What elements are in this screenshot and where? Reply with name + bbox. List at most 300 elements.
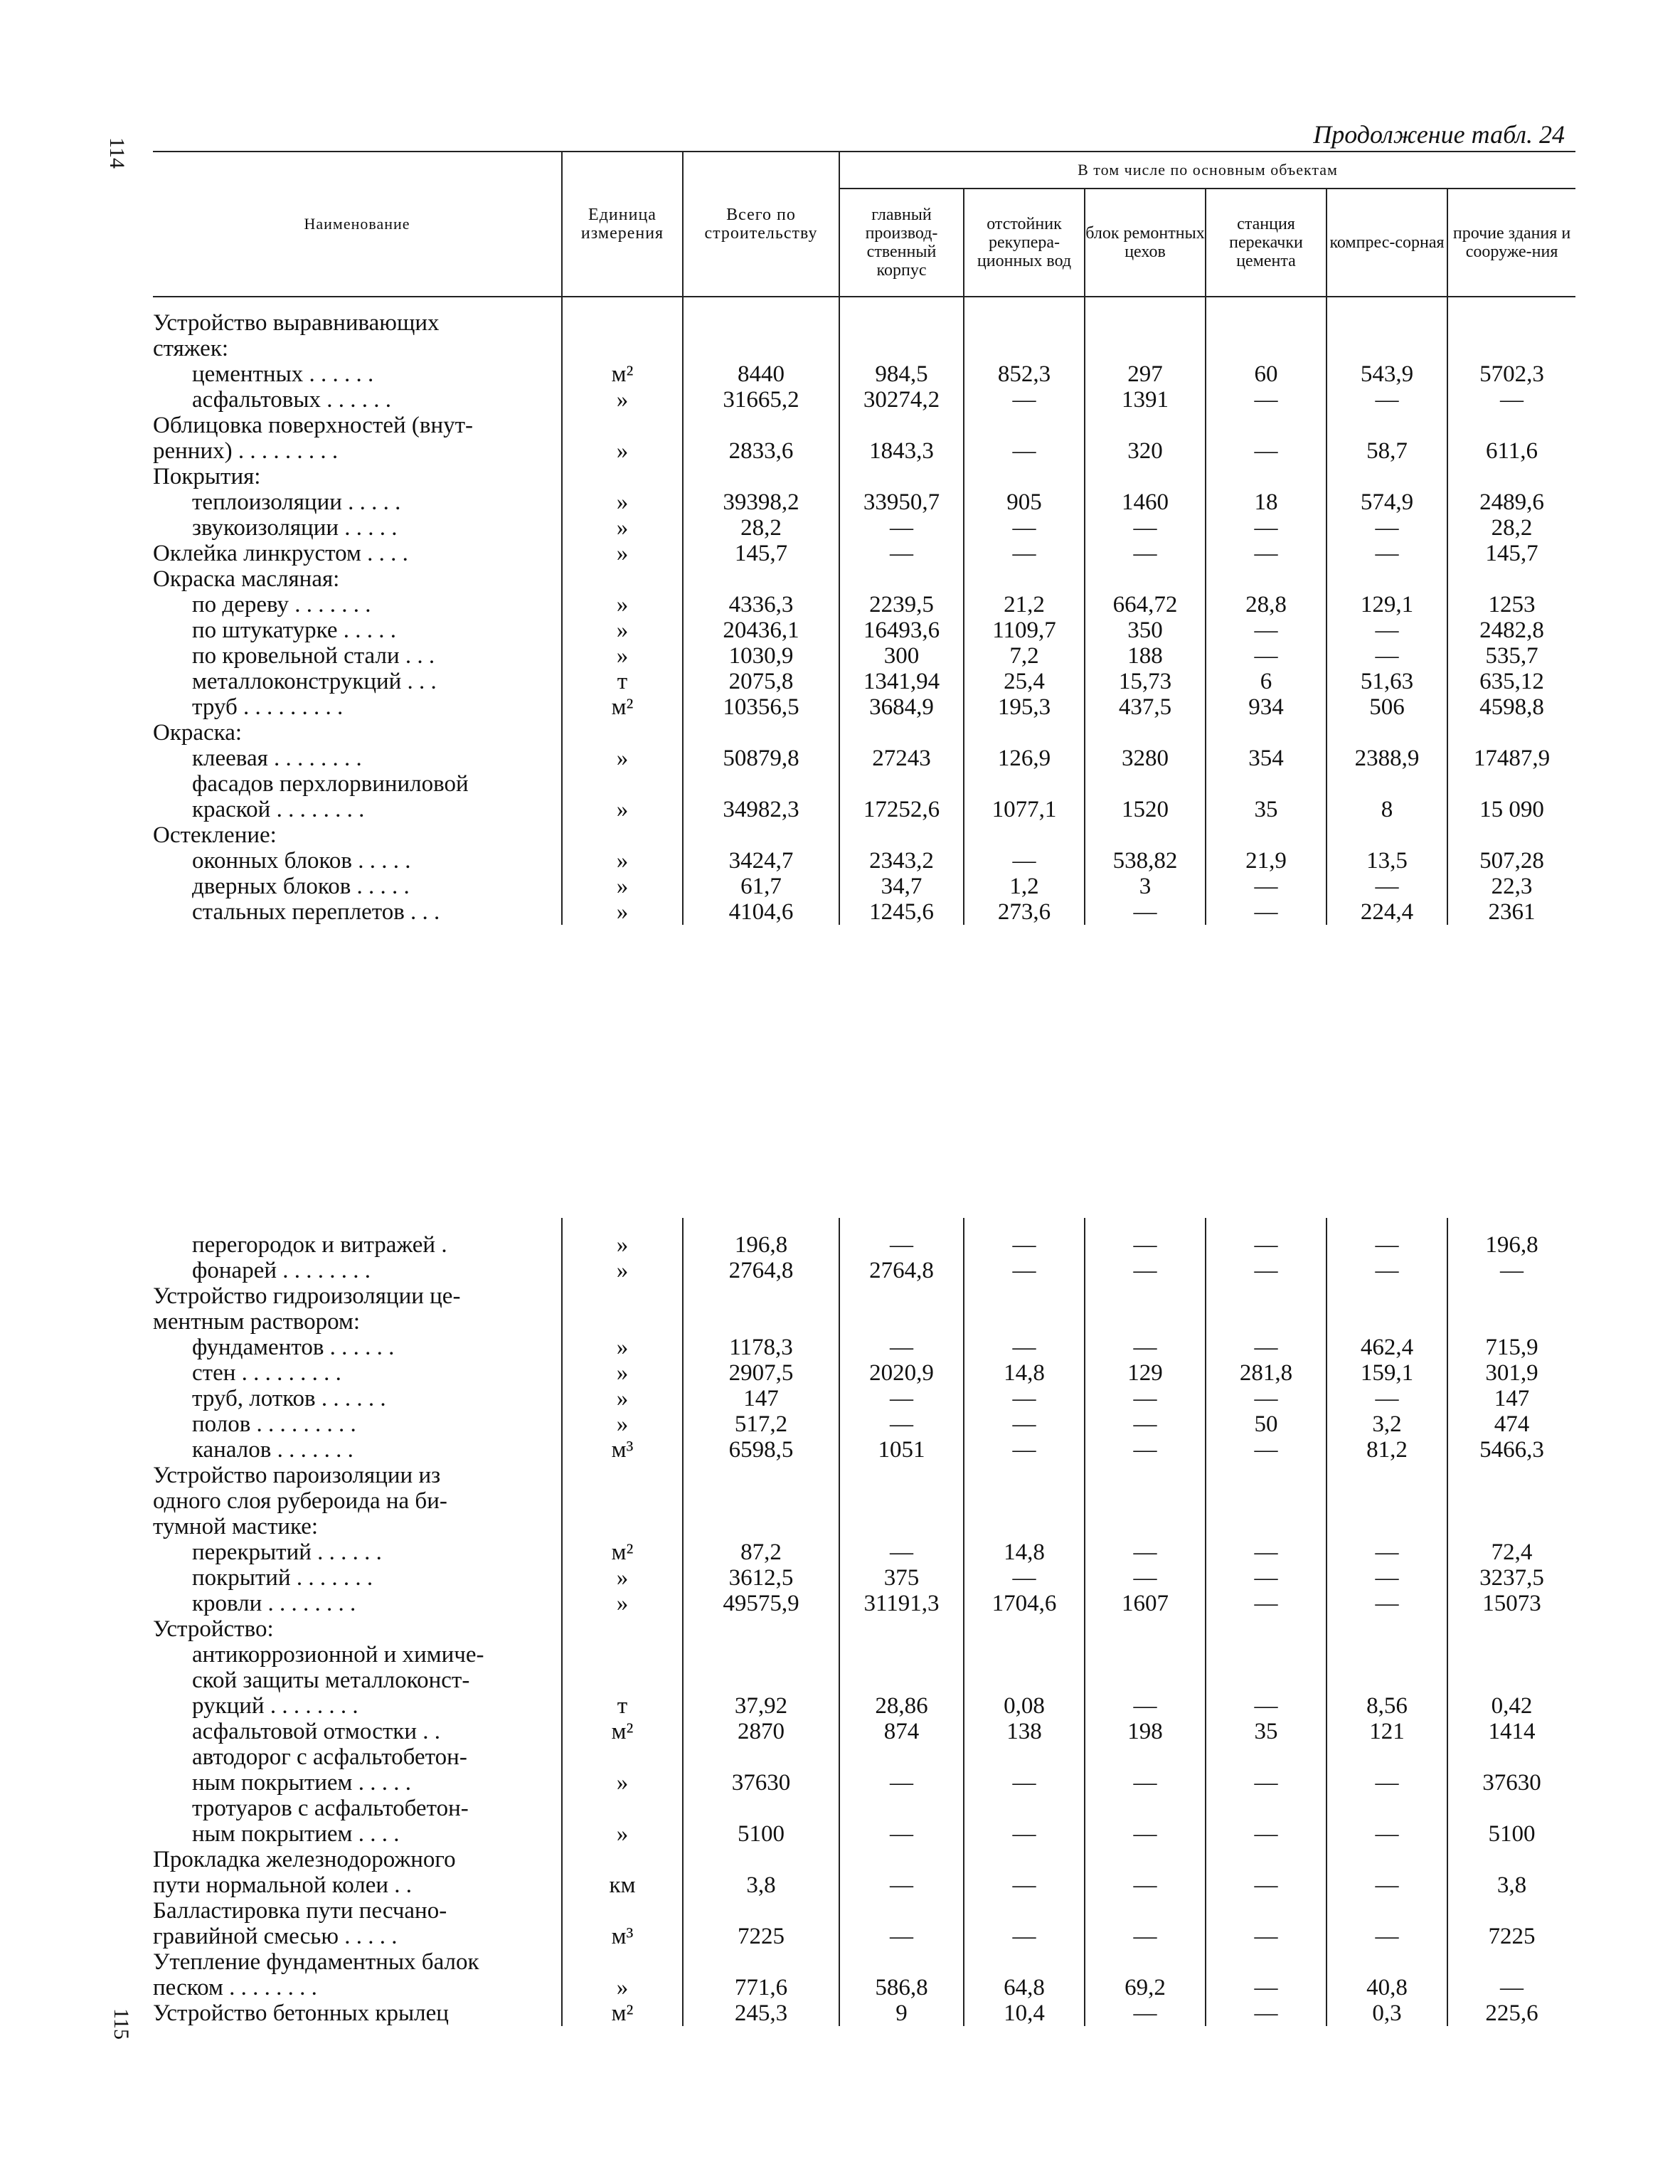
row-unit: » <box>562 438 683 464</box>
row-name: по кровельной стали . . . <box>192 643 435 669</box>
row-value-col-5 <box>1327 336 1447 361</box>
row-unit: » <box>562 899 683 925</box>
row-name: клеевая . . . . . . . . <box>192 746 362 771</box>
row-value-col-3 <box>1085 336 1206 361</box>
row-unit: » <box>562 541 683 566</box>
row-value-col-2: 1077,1 <box>964 797 1085 822</box>
table-row <box>153 1411 1575 1437</box>
row-value-col-1: 586,8 <box>839 1975 964 2000</box>
table-row <box>153 822 1575 848</box>
row-value-col-3 <box>1085 310 1206 336</box>
table-row <box>153 1975 1575 2000</box>
row-value-col-5: — <box>1327 1770 1447 1796</box>
row-value-col-3: 664,72 <box>1085 592 1206 617</box>
row-value-col-6 <box>1447 771 1575 797</box>
row-name: пути нормальной колеи . . <box>153 1872 413 1898</box>
row-total <box>683 771 839 797</box>
row-value-col-5: 40,8 <box>1327 1975 1447 2000</box>
row-name: ской защиты металлоконст- <box>192 1668 470 1693</box>
row-value-col-4 <box>1206 720 1327 746</box>
row-name: Устройство гидроизоляции це- <box>153 1283 461 1309</box>
row-name: фундаментов . . . . . . <box>192 1335 395 1360</box>
table-row <box>153 643 1575 669</box>
row-value-col-3: 1391 <box>1085 387 1206 413</box>
table-row <box>153 1898 1575 1924</box>
row-value-col-3 <box>1085 1668 1206 1693</box>
row-value-col-3 <box>1085 1642 1206 1668</box>
row-unit <box>562 336 683 361</box>
row-name: металлоконструкций . . . <box>192 669 437 694</box>
row-value-col-1: 984,5 <box>839 361 964 387</box>
row-name: полов . . . . . . . . . <box>192 1411 356 1437</box>
row-total <box>683 464 839 489</box>
row-total: 1178,3 <box>683 1335 839 1360</box>
row-value-col-6 <box>1447 1642 1575 1668</box>
row-value-col-6 <box>1447 1309 1575 1335</box>
row-total: 20436,1 <box>683 617 839 643</box>
row-value-col-1 <box>839 1514 964 1539</box>
row-value-col-6 <box>1447 1898 1575 1924</box>
row-value-col-6 <box>1447 1463 1575 1488</box>
row-total: 7225 <box>683 1924 839 1949</box>
row-total: 2764,8 <box>683 1258 839 1283</box>
row-value-col-5 <box>1327 771 1447 797</box>
row-value-col-3 <box>1085 1949 1206 1975</box>
row-name: фонарей . . . . . . . . <box>192 1258 371 1283</box>
row-name: автодорог с асфальтобетон- <box>192 1744 467 1770</box>
row-value-col-4: — <box>1206 1693 1327 1719</box>
row-value-col-2 <box>964 413 1085 438</box>
table-row <box>153 1949 1575 1975</box>
row-value-col-1: 1843,3 <box>839 438 964 464</box>
row-value-col-4: — <box>1206 899 1327 925</box>
row-value-col-1 <box>839 464 964 489</box>
row-value-col-4 <box>1206 336 1327 361</box>
row-value-col-6: 301,9 <box>1447 1360 1575 1386</box>
row-name: Покрытия: <box>153 464 261 489</box>
row-value-col-3 <box>1085 1309 1206 1335</box>
row-value-col-5 <box>1327 1949 1447 1975</box>
table-row <box>153 464 1575 489</box>
row-unit: » <box>562 515 683 541</box>
row-value-col-4: — <box>1206 1258 1327 1283</box>
row-name: труб . . . . . . . . . <box>192 694 344 720</box>
row-value-col-2 <box>964 1796 1085 1821</box>
row-total: 28,2 <box>683 515 839 541</box>
row-total: 771,6 <box>683 1975 839 2000</box>
row-total <box>683 310 839 336</box>
row-value-col-2: — <box>964 1232 1085 1258</box>
row-value-col-4 <box>1206 1283 1327 1309</box>
row-value-col-1: — <box>839 1821 964 1847</box>
table-row <box>153 899 1575 925</box>
row-value-col-6 <box>1447 413 1575 438</box>
row-value-col-1: 30274,2 <box>839 387 964 413</box>
row-value-col-2: 1109,7 <box>964 617 1085 643</box>
row-total <box>683 1668 839 1693</box>
row-value-col-4: — <box>1206 1565 1327 1591</box>
header-group: В том числе по основным объектам <box>839 152 1575 189</box>
table-row <box>153 694 1575 720</box>
row-total: 3,8 <box>683 1872 839 1898</box>
row-name: Балластировка пути песчано- <box>153 1898 447 1924</box>
row-value-col-6: 196,8 <box>1447 1232 1575 1258</box>
row-value-col-2: 7,2 <box>964 643 1085 669</box>
table-row <box>153 1258 1575 1283</box>
table-row <box>153 1514 1575 1539</box>
row-value-col-5: — <box>1327 1386 1447 1411</box>
row-value-col-3 <box>1085 566 1206 592</box>
row-value-col-4 <box>1206 1949 1327 1975</box>
row-value-col-4 <box>1206 1616 1327 1642</box>
row-value-col-5 <box>1327 1796 1447 1821</box>
row-value-col-6 <box>1447 1949 1575 1975</box>
row-value-col-3: 198 <box>1085 1719 1206 1744</box>
row-value-col-4: — <box>1206 515 1327 541</box>
row-unit <box>562 1283 683 1309</box>
table-row <box>153 1386 1575 1411</box>
row-value-col-1: 28,86 <box>839 1693 964 1719</box>
header-col-3: блок ремонтных цехов <box>1085 189 1206 297</box>
row-unit: м² <box>562 361 683 387</box>
row-value-col-2 <box>964 1847 1085 1872</box>
row-name: песком . . . . . . . . <box>153 1975 317 2000</box>
table-row <box>153 489 1575 515</box>
row-total: 196,8 <box>683 1232 839 1258</box>
row-name: Окраска масляная: <box>153 566 340 592</box>
row-value-col-3: — <box>1085 899 1206 925</box>
row-value-col-4: — <box>1206 1924 1327 1949</box>
row-value-col-4 <box>1206 1796 1327 1821</box>
row-value-col-4 <box>1206 1898 1327 1924</box>
row-unit <box>562 1309 683 1335</box>
row-unit: км <box>562 1872 683 1898</box>
table-row <box>153 1463 1575 1488</box>
row-value-col-3 <box>1085 1898 1206 1924</box>
row-unit <box>562 1898 683 1924</box>
row-value-col-1: 375 <box>839 1565 964 1591</box>
row-value-col-4: 50 <box>1206 1411 1327 1437</box>
row-value-col-3: — <box>1085 1411 1206 1437</box>
row-value-col-3: — <box>1085 1335 1206 1360</box>
row-value-col-4 <box>1206 1668 1327 1693</box>
table-row <box>153 1642 1575 1668</box>
row-value-col-6 <box>1447 1616 1575 1642</box>
row-value-col-5: 8,56 <box>1327 1693 1447 1719</box>
row-value-col-3 <box>1085 1463 1206 1488</box>
row-value-col-6 <box>1447 336 1575 361</box>
row-value-col-4: 281,8 <box>1206 1360 1327 1386</box>
row-value-col-2 <box>964 1463 1085 1488</box>
row-value-col-6: 635,12 <box>1447 669 1575 694</box>
row-value-col-1 <box>839 1463 964 1488</box>
row-value-col-3: — <box>1085 1693 1206 1719</box>
table-row <box>153 1335 1575 1360</box>
row-value-col-4: — <box>1206 1386 1327 1411</box>
row-value-col-1: 3684,9 <box>839 694 964 720</box>
row-value-col-6: 145,7 <box>1447 541 1575 566</box>
row-value-col-3 <box>1085 413 1206 438</box>
row-value-col-3: 538,82 <box>1085 848 1206 874</box>
row-value-col-1: 9 <box>839 2000 964 2026</box>
row-value-col-5: — <box>1327 1821 1447 1847</box>
row-value-col-2: — <box>964 1872 1085 1898</box>
row-unit: т <box>562 1693 683 1719</box>
row-total: 34982,3 <box>683 797 839 822</box>
row-value-col-2: 1704,6 <box>964 1591 1085 1616</box>
row-value-col-4 <box>1206 464 1327 489</box>
row-total: 61,7 <box>683 874 839 899</box>
row-name: Остекление: <box>153 822 277 848</box>
row-unit <box>562 566 683 592</box>
row-value-col-3: — <box>1085 2000 1206 2026</box>
row-value-col-4: — <box>1206 438 1327 464</box>
row-total <box>683 1898 839 1924</box>
row-value-col-5: 462,4 <box>1327 1335 1447 1360</box>
row-value-col-5 <box>1327 310 1447 336</box>
header-col-1: главный производ-ственный корпус <box>839 189 964 297</box>
row-value-col-2: 14,8 <box>964 1360 1085 1386</box>
row-value-col-5 <box>1327 720 1447 746</box>
row-unit: » <box>562 1975 683 2000</box>
row-value-col-5 <box>1327 1463 1447 1488</box>
table-top <box>153 151 1575 925</box>
row-unit: м³ <box>562 1924 683 1949</box>
row-value-col-6 <box>1447 310 1575 336</box>
row-unit: » <box>562 592 683 617</box>
row-value-col-5 <box>1327 822 1447 848</box>
row-value-col-3 <box>1085 1796 1206 1821</box>
row-value-col-6: 1253 <box>1447 592 1575 617</box>
table-row <box>153 592 1575 617</box>
row-total: 50879,8 <box>683 746 839 771</box>
table-row <box>153 1847 1575 1872</box>
row-value-col-4: 21,9 <box>1206 848 1327 874</box>
row-value-col-1: 1051 <box>839 1437 964 1463</box>
header-unit: Единица измерения <box>562 152 683 297</box>
row-value-col-4: 6 <box>1206 669 1327 694</box>
row-value-col-3: — <box>1085 1872 1206 1898</box>
row-value-col-1 <box>839 1668 964 1693</box>
row-value-col-1: — <box>839 1232 964 1258</box>
row-value-col-2 <box>964 771 1085 797</box>
row-value-col-3: 437,5 <box>1085 694 1206 720</box>
row-value-col-1: 1341,94 <box>839 669 964 694</box>
row-unit: » <box>562 848 683 874</box>
row-value-col-5: 13,5 <box>1327 848 1447 874</box>
row-name: антикоррозионной и химиче- <box>192 1642 484 1668</box>
row-total <box>683 822 839 848</box>
row-value-col-1: 27243 <box>839 746 964 771</box>
table-row <box>153 541 1575 566</box>
row-value-col-2: — <box>964 1770 1085 1796</box>
row-value-col-3: 3280 <box>1085 746 1206 771</box>
table-row <box>153 1437 1575 1463</box>
row-value-col-1: 2239,5 <box>839 592 964 617</box>
row-value-col-2 <box>964 1898 1085 1924</box>
row-name: Устройство выравнивающих <box>153 310 440 336</box>
table-row <box>153 797 1575 822</box>
row-value-col-3: — <box>1085 1770 1206 1796</box>
row-value-col-2: — <box>964 1924 1085 1949</box>
header-col-4: станция перекачки цемента <box>1206 189 1327 297</box>
row-value-col-6: 5100 <box>1447 1821 1575 1847</box>
row-value-col-5: 2388,9 <box>1327 746 1447 771</box>
row-value-col-6: 5702,3 <box>1447 361 1575 387</box>
header-col-2: отстойник рекупера-ционных вод <box>964 189 1085 297</box>
row-value-col-6 <box>1447 1744 1575 1770</box>
row-value-col-1: 34,7 <box>839 874 964 899</box>
row-value-col-6: 3,8 <box>1447 1872 1575 1898</box>
row-value-col-4: — <box>1206 643 1327 669</box>
row-value-col-2: 10,4 <box>964 2000 1085 2026</box>
row-value-col-3: 188 <box>1085 643 1206 669</box>
table-row <box>153 1796 1575 1821</box>
row-value-col-1: — <box>839 515 964 541</box>
row-name: ренних) . . . . . . . . . <box>153 438 339 464</box>
row-name: перегородок и витражей . <box>192 1232 447 1258</box>
row-value-col-1: — <box>839 1770 964 1796</box>
row-value-col-4 <box>1206 1847 1327 1872</box>
row-name: Облицовка поверхностей (внут- <box>153 413 474 438</box>
row-value-col-5: 506 <box>1327 694 1447 720</box>
table-row <box>153 746 1575 771</box>
row-total: 147 <box>683 1386 839 1411</box>
row-value-col-1: — <box>839 1539 964 1565</box>
page-number-bottom: 115 <box>109 2008 133 2040</box>
row-value-col-6: 37630 <box>1447 1770 1575 1796</box>
row-name: стяжек: <box>153 336 229 361</box>
row-name: кровли . . . . . . . . <box>192 1591 356 1616</box>
row-unit: » <box>562 1770 683 1796</box>
row-value-col-3 <box>1085 720 1206 746</box>
row-name: Оклейка линкрустом . . . . <box>153 541 408 566</box>
row-value-col-3: 3 <box>1085 874 1206 899</box>
row-value-col-2: — <box>964 438 1085 464</box>
row-name: каналов . . . . . . . <box>192 1437 353 1463</box>
row-value-col-4: — <box>1206 617 1327 643</box>
row-value-col-5: — <box>1327 1591 1447 1616</box>
row-unit <box>562 1616 683 1642</box>
row-value-col-1: 300 <box>839 643 964 669</box>
row-value-col-3: 1460 <box>1085 489 1206 515</box>
row-value-col-5 <box>1327 566 1447 592</box>
table-row <box>153 1770 1575 1796</box>
table-row <box>153 1360 1575 1386</box>
row-total: 2833,6 <box>683 438 839 464</box>
row-total <box>683 1796 839 1821</box>
row-value-col-6: 2489,6 <box>1447 489 1575 515</box>
table-row <box>153 1744 1575 1770</box>
row-unit <box>562 1642 683 1668</box>
row-value-col-4 <box>1206 1744 1327 1770</box>
row-total: 4336,3 <box>683 592 839 617</box>
row-value-col-2: — <box>964 1411 1085 1437</box>
row-name: тумной мастике: <box>153 1514 319 1539</box>
row-value-col-6: 3237,5 <box>1447 1565 1575 1591</box>
row-value-col-5 <box>1327 413 1447 438</box>
row-unit <box>562 1488 683 1514</box>
row-value-col-6: 17487,9 <box>1447 746 1575 771</box>
row-total <box>683 1514 839 1539</box>
row-value-col-3: — <box>1085 1258 1206 1283</box>
row-value-col-3: — <box>1085 1232 1206 1258</box>
table-row <box>153 310 1575 336</box>
row-value-col-2: — <box>964 1437 1085 1463</box>
row-name: Устройство: <box>153 1616 274 1642</box>
row-unit: » <box>562 874 683 899</box>
row-unit <box>562 1668 683 1693</box>
row-value-col-3: — <box>1085 1924 1206 1949</box>
table-row <box>153 413 1575 438</box>
table-row <box>153 1488 1575 1514</box>
row-value-col-1: 17252,6 <box>839 797 964 822</box>
row-unit <box>562 464 683 489</box>
row-value-col-3: — <box>1085 1821 1206 1847</box>
row-value-col-5: — <box>1327 1539 1447 1565</box>
row-unit: » <box>562 1565 683 1591</box>
row-name: перекрытий . . . . . . <box>192 1539 382 1565</box>
row-unit <box>562 720 683 746</box>
row-value-col-3: 1520 <box>1085 797 1206 822</box>
row-value-col-3 <box>1085 1283 1206 1309</box>
row-value-col-6: 2361 <box>1447 899 1575 925</box>
table-row <box>153 1924 1575 1949</box>
row-value-col-6 <box>1447 1488 1575 1514</box>
row-value-col-5: 81,2 <box>1327 1437 1447 1463</box>
header-total: Всего по строительству <box>683 152 839 297</box>
row-total: 10356,5 <box>683 694 839 720</box>
row-value-col-4 <box>1206 413 1327 438</box>
row-unit: т <box>562 669 683 694</box>
row-value-col-3 <box>1085 822 1206 848</box>
row-value-col-2: 852,3 <box>964 361 1085 387</box>
row-value-col-3 <box>1085 771 1206 797</box>
row-value-col-4: 35 <box>1206 797 1327 822</box>
row-value-col-4: — <box>1206 1872 1327 1898</box>
row-unit <box>562 413 683 438</box>
row-total <box>683 720 839 746</box>
row-unit: » <box>562 1258 683 1283</box>
table-row <box>153 1591 1575 1616</box>
row-value-col-1 <box>839 822 964 848</box>
row-value-col-4: — <box>1206 1821 1327 1847</box>
row-value-col-5: — <box>1327 1565 1447 1591</box>
row-value-col-5: 543,9 <box>1327 361 1447 387</box>
row-value-col-1 <box>839 1283 964 1309</box>
row-value-col-3 <box>1085 1488 1206 1514</box>
row-name: асфальтовой отмостки . . <box>192 1719 440 1744</box>
table-row <box>153 1719 1575 1744</box>
row-value-col-3: — <box>1085 541 1206 566</box>
row-value-col-6 <box>1447 566 1575 592</box>
row-value-col-6: 72,4 <box>1447 1539 1575 1565</box>
table-row <box>153 1693 1575 1719</box>
row-value-col-5: — <box>1327 387 1447 413</box>
row-unit: м² <box>562 1539 683 1565</box>
row-value-col-2 <box>964 1488 1085 1514</box>
table-row <box>153 720 1575 746</box>
row-name: ным покрытием . . . . . <box>192 1770 411 1796</box>
row-value-col-4: — <box>1206 874 1327 899</box>
row-name: гравийной смесью . . . . . <box>153 1924 398 1949</box>
row-value-col-4 <box>1206 1463 1327 1488</box>
row-total: 8440 <box>683 361 839 387</box>
row-value-col-6: 715,9 <box>1447 1335 1575 1360</box>
row-value-col-3: — <box>1085 1437 1206 1463</box>
row-value-col-4: — <box>1206 1975 1327 2000</box>
row-name: Утепление фундаментных балок <box>153 1949 479 1975</box>
